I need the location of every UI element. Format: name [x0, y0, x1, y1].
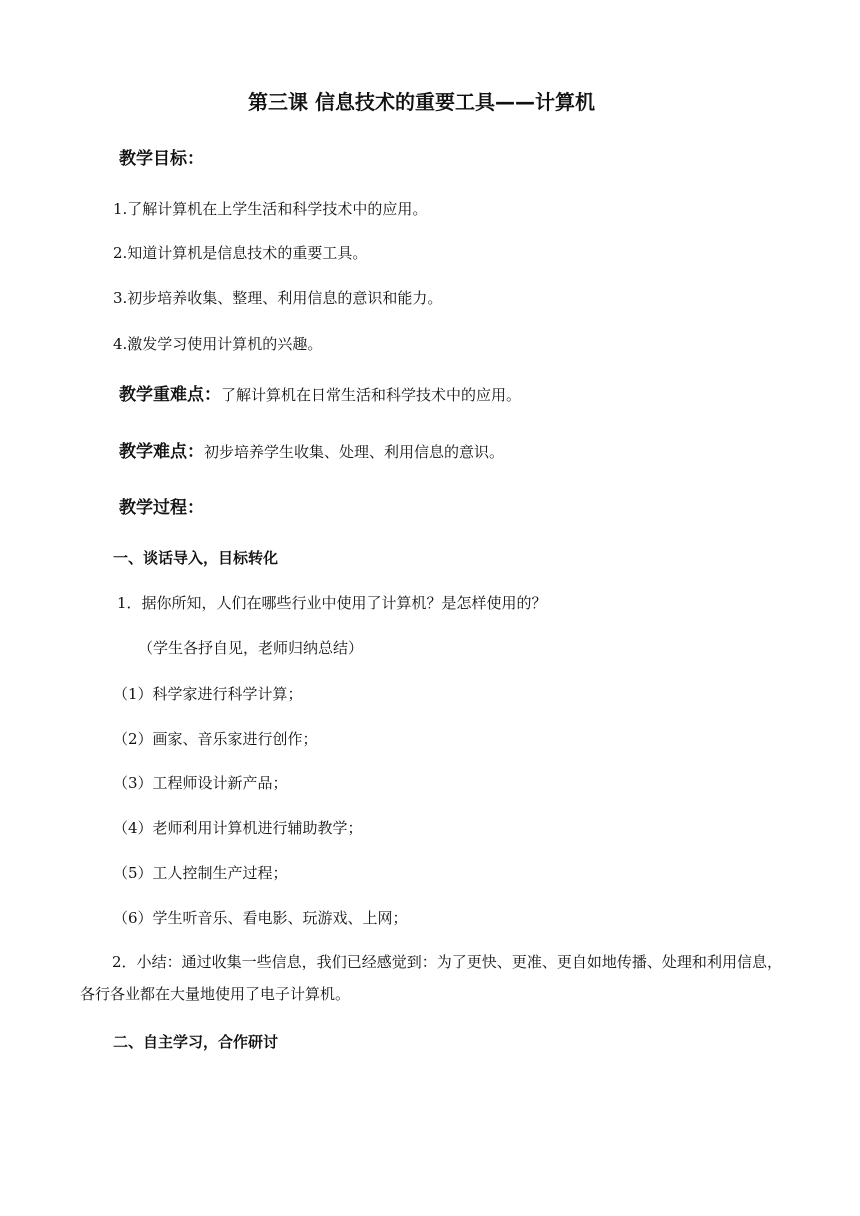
usage-item-6: （6）学生听音乐、看电影、玩游戏、上网； [113, 909, 408, 927]
objectives-heading: 教学目标： [119, 149, 204, 169]
section1-heading: 一、谈话导入，目标转化 [113, 549, 279, 567]
usage-item-5: （5）工人控制生产过程； [113, 864, 288, 882]
objective-item-3: 3.初步培养收集、整理、利用信息的意识和能力。 [113, 289, 443, 307]
section1-question: 1．据你所知，人们在哪些行业中使用了计算机？是怎样使用的？ [117, 594, 547, 612]
usage-item-4: （4）老师利用计算机进行辅助教学； [113, 819, 363, 837]
difficulties-row [119, 441, 504, 463]
difficulties-text: 初步培养学生收集、处理、利用信息的意识。 [204, 443, 505, 461]
key-points-label: 教学重难点： [119, 385, 221, 405]
usage-item-3: （3）工程师设计新产品； [113, 774, 288, 792]
objective-item-1: 1.了解计算机在上学生活和科学技术中的应用。 [113, 200, 428, 218]
usage-item-2: （2）画家、音乐家进行创作； [113, 730, 318, 748]
page-title: 第三课 信息技术的重要工具——计算机 [248, 90, 595, 114]
usage-item-1: （1）科学家进行科学计算； [113, 685, 303, 703]
process-heading: 教学过程： [119, 498, 204, 518]
objective-item-2: 2.知道计算机是信息技术的重要工具。 [113, 244, 368, 262]
section2-heading: 二、自主学习，合作研讨 [113, 1033, 279, 1051]
difficulties-label: 教学难点： [119, 442, 204, 462]
key-points-row [119, 384, 521, 406]
section1-summary: 2．小结：通过收集一些信息，我们已经感觉到：为了更快、更准、更自如地传播、处理和利用信息，各行各业都在大量地使用了电子计算机。 [80, 953, 782, 1003]
key-points-text: 了解计算机在日常生活和科学技术中的应用。 [221, 386, 522, 404]
objective-item-4: 4.激发学习使用计算机的兴趣。 [113, 335, 323, 353]
section1-note: （学生各抒自见，老师归纳总结） [138, 639, 364, 657]
